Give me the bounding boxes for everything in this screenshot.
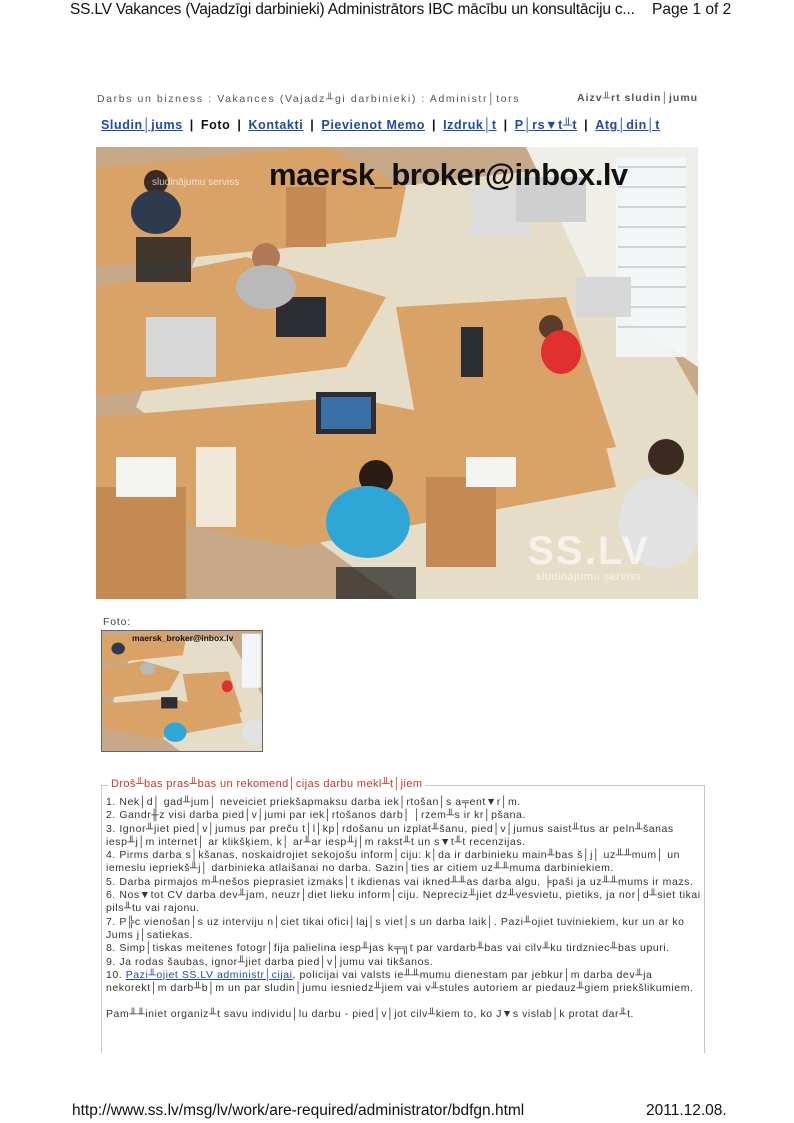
breadcrumb: Darbs un bizness : Vakances (Vajadz╨gi darbinieki) : Administr│tors — [97, 93, 521, 105]
tip-item: 8. Simp│tiskas meitenes fotogr│fija palielina iesp╨jas k╤╗t par vardarb╨bas vai cilv╨ku tirdzniec╨bas upuri. — [106, 942, 670, 955]
print-header — [0, 0, 794, 24]
nav-atgadinat[interactable]: Atg│din│t — [595, 118, 660, 132]
tip-item: 2. Gandr╫z visi darba pied│v│jumi par iek│rtošanos darb│ │rzem╨s ir kr│pšana. — [106, 809, 526, 822]
tip-item: 9. Ja rodas šaubas, ignor╨jiet darba pied│v│jumu vai tikšanos. — [106, 955, 434, 968]
close-ad-link[interactable]: Aizv╨rt sludin│jumu — [577, 92, 699, 104]
print-footer-url: http://www.ss.lv/msg/lv/work/are-required/administrator/bdfgn.html — [72, 1102, 525, 1119]
photo-email-caption: maersk_broker@inbox.lv — [269, 157, 628, 192]
nav-pievienot-memo[interactable]: Pievienot Memo — [321, 118, 425, 132]
safety-tips-list — [106, 796, 702, 1022]
tip-10-prefix: 10. — [106, 968, 126, 981]
tip-item: 6. Nos▼tot CV darba dev╨jam, neuzr│diet lieku inform│ciju. Nepreciz╨jiet dz╨vesvietu, pietiks, ja nor│d╨siet tikai pils╨tu vai rajonu. — [106, 889, 701, 915]
report-to-admin-link[interactable]: Pazi╨ojiet SS.LV administr│cijai — [125, 968, 293, 981]
nav-kontakti[interactable]: Kontakti — [248, 118, 304, 132]
main-office-photo[interactable] — [96, 147, 698, 599]
watermark-tagline: sludinājumu serviss — [535, 571, 642, 583]
nav-separator: | — [189, 118, 194, 132]
nav-sludinajums[interactable]: Sludin│jums — [101, 118, 183, 132]
nav-separator: | — [237, 118, 242, 132]
tip-item: 7. P╠c vienošan│s uz interviju n│ciet tikai ofici│laj│s viet│s un darba laik│. Pazi╨ojiet tuviniekiem, kur un ar ko Jums j│satiekas. — [106, 915, 685, 941]
nav-separator: | — [310, 118, 315, 132]
watermark-logo: SS.LV — [527, 529, 650, 573]
nav-separator: | — [503, 118, 508, 132]
nav-separator: | — [431, 118, 437, 132]
tip-10-text: , policijai vai valsts ie╨╨mumu dienestam par jebkur│m darba dev╨ja nekorekt│m darb╨b│m un par sludin│jumu iesniedz╨jiem vai v╨stules autoriem ar piedauz╨giem priekšlikumiem. — [106, 968, 694, 995]
safety-tips-title: Droš╨bas pras╨bas un rekomend│cijas darbu mekl╨t│jiem — [108, 778, 425, 790]
print-header-page-number: Page 1 of 2 — [652, 1, 732, 18]
tip-item: 5. Darba pirmajos m╨nešos pieprasiet izmaks│t ikdienas vai ikned╨╨as darba algu, ╞paši ja uz╨╨mums ir mazs. — [106, 875, 694, 888]
nav-separator: | — [584, 118, 589, 132]
nav-parsutit[interactable]: P│rs▼t╨t — [514, 118, 578, 132]
tip-item: 3. Ignor╨jiet pied│v│jumus par preču t│l│kp│rdošanu un izplat╨šanu, pied│v│jumus saist╨tus ar peln╨šanas iesp╨j│m internet│ ar klikšķiem, k│ ar╨ar iesp╨j│m rakst╨t un s▼t╨t recenzijas. — [106, 822, 674, 848]
print-header-title: SS.LV Vakances (Vajadzīgi darbinieki) Administrātors IBC mācību un konsultāciju c... — [70, 1, 635, 18]
print-footer — [0, 1101, 794, 1123]
foto-label: Foto: — [103, 616, 131, 628]
safety-tips-box — [101, 778, 705, 1053]
thumbnail-email-caption: maersk_broker@inbox.lv — [132, 633, 234, 643]
thumbnail-illustration — [102, 631, 263, 752]
print-footer-date: 2011.12.08. — [646, 1102, 727, 1119]
spacer — [106, 995, 702, 1008]
tip-item: 1. Nek│d│ gad╨jum│ neveiciet priekšapmaksu darba iek│rtošan│s a╤ent▼r│m. — [106, 796, 521, 808]
ad-nav-bar — [101, 118, 660, 132]
nav-foto-current: Foto — [200, 118, 231, 132]
nav-izdrukat[interactable]: Izdruk│t — [443, 118, 497, 132]
tip-item-10 — [106, 969, 702, 996]
tip-item: 4. Pirms darba s│kšanas, noskaidrojiet sekojošu inform│ciju: k│da ir darbinieku main╨bas š│j│ uz╨╨mum│ un iemeslu iepriekš╨j│ darbinieka atlaišanai no darba. Sazin│ties ar citiem uz╨╨muma darbiniekiem. — [106, 849, 681, 875]
watermark-top: sludinājumu serviss — [152, 177, 240, 188]
tips-closing-text: Pam╨╨iniet organiz╨t savu individu│lu darbu - pied│v│jot cilv╨kiem to, ko J▼s vislab│k protat dar╨t. — [106, 1008, 635, 1021]
photo-thumbnail[interactable] — [101, 630, 263, 752]
ss-lv-watermark — [527, 531, 650, 583]
